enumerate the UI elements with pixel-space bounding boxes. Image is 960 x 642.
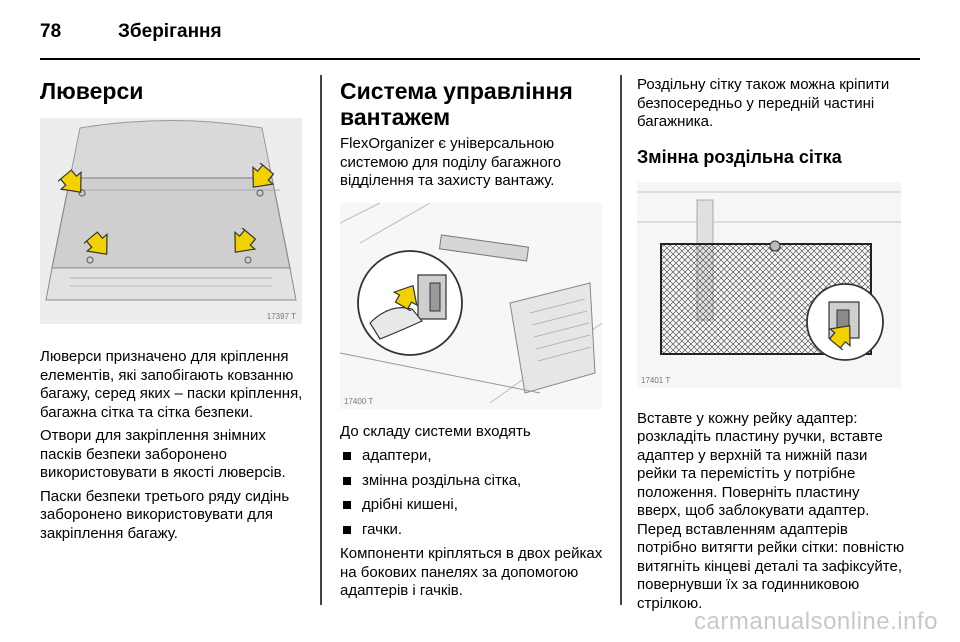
- intro-paragraph: FlexOrganizer є універсальною системою для поділу багажного відділення та захисту вантажу.: [340, 135, 562, 189]
- column-cargo-system: [340, 72, 606, 601]
- instructions-paragraph: Вставте у кожну рейку адаптер: розкладіть пластину ручки, вставте адаптер у верхній та нижній пази рейки та перемістіть у потрібне положення. Поверніть пластину вверх, щоб заблокувати адаптер. Перед вставленням адаптерів потрібно витягти рейки сітки: повністю витягніть кінцеві деталі та зафіксуйте, повернувши їх за годинниковою стрілкою.: [637, 409, 905, 612]
- section-title-cargo-system: Система управління вантажем: [340, 78, 573, 130]
- chapter-title: Зберігання: [118, 21, 222, 42]
- arrow-icon: [228, 228, 258, 258]
- arrow-icon: [84, 230, 114, 260]
- watermark: carmanualsonline.info: [694, 608, 938, 635]
- adapter-illustration: [340, 203, 602, 409]
- paragraph: Паски безпеки третього ряду сидінь заборонено використовувати для закріплення багажу.: [40, 487, 290, 542]
- page-header: [40, 18, 222, 46]
- list-intro: До складу системи входять: [340, 422, 531, 440]
- arrow-icon: [392, 281, 422, 311]
- list-item: адаптери,: [340, 447, 606, 466]
- list-item: змінна роздільна сітка,: [340, 472, 606, 491]
- outro-paragraph: Компоненти кріпляться в двох рейках на бокових панелях за допомогою адаптерів і гачків.: [340, 545, 603, 599]
- component-list: [340, 447, 606, 539]
- column-partition-net: [637, 72, 907, 613]
- arrow-icon: [58, 168, 88, 198]
- arrow-icon: [246, 163, 276, 193]
- figure-number: 17397 T: [266, 312, 296, 321]
- paragraph: Люверси призначено для кріплення елементів, які запобігають ковзанню багажу, серед яких – паски кріплення, багажна сітка та сітка безпеки.: [40, 348, 303, 421]
- page-number: 78: [40, 21, 62, 42]
- list-item: гачки.: [340, 521, 606, 540]
- paragraph: Отвори для закріплення знімних пасків безпеки заборонено використовувати в якості люверсів.: [40, 427, 286, 481]
- subsection-title: Змінна роздільна сітка: [637, 146, 842, 167]
- section-title-eyelets: Люверси: [40, 78, 144, 104]
- column-eyelets: [40, 72, 306, 543]
- figure-eyelets: [40, 118, 302, 324]
- column-divider-2: [620, 75, 622, 605]
- figure-adapter: [340, 203, 602, 409]
- column-divider-1: [320, 75, 322, 605]
- partition-net-illustration: [637, 182, 901, 388]
- trunk-eyelets-illustration: [40, 118, 302, 324]
- figure-partition-net: [637, 182, 901, 388]
- header-rule: [40, 58, 920, 60]
- intro-paragraph: Роздільну сітку також можна кріпити безпосередньо у передній частині багажника.: [637, 76, 890, 130]
- arrow-icon: [827, 320, 857, 350]
- figure-number: 17400 T: [344, 396, 374, 406]
- list-item: дрібні кишені,: [340, 496, 606, 515]
- figure-number: 17401 T: [641, 375, 671, 385]
